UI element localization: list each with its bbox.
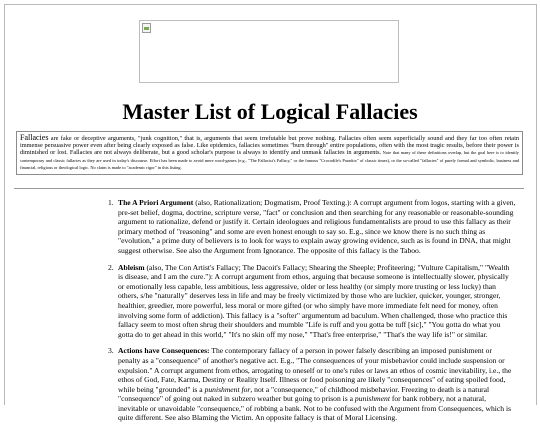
fallacy-name: Ableism <box>118 262 145 272</box>
fallacy-item-ableism <box>0 263 540 340</box>
page-title: Master List of Logical Fallacies <box>122 99 418 124</box>
intro-text: are fake or deceptive arguments, "junk cognition," that is, arguments that seem irrefutable but prove nothing. Fallacies often seem superficially sound and they far too often retain immense persuasive power even after being clearly exposed as false. Like epidemics, fallacies sometimes "burn through" entire populations, often with the most tragic results, before their power is diminished or lost. Fallacies are not always deliberate, but a good scholar's purpose is always to identify and unmask fallacies in arguments. <box>20 135 519 157</box>
fallacy-description: (also, Rationalization; Dogmatism, Proof Texting.): A corrupt argument from logos, starting with a given, pre-set belief, dogma, doctrine, scripture verse, "fact" or conclusion and then searching for any reasonable or reasonable-sounding argument to rationalize, defend or justify it. Certain ideologues and religious fundamentalists are proud to use this fallacy as their primary method of "reasoning" and some are even honest enough to say so. E.g., since we know there is no such thing as "evolution," a prime duty of believers is to look for ways to explain away growing evidence, such as is found in DNA, that might suggest otherwise. See also the Argument from Ignorance. The opposite of this fallacy is the Taboo. <box>118 198 516 255</box>
fallacy-emphasis: punishment <box>354 394 390 404</box>
fallacy-description: (also, The Con Artist's Fallacy; The Dacoit's Fallacy; Shearing the Sheeple; Profiteering; "Vulture Capitalism," "Wealth is disease, and I am the cure."): A corrupt argument from ethos, arguing that because someone is intellectually slower, physically or emotionally less capable, less ambitious, less aggressive, older or less healthy (or simply more trusting or less lucky) than others, s/he "naturally" deserves less in life and may be freely victimized by those who are luckier, quicker, younger, stronger, healthier, greedier, more powerful, less moral or more gifted (or who simply have more immediate felt need for money, often involving some form of addiction). This fallacy is a "softer" argumentum ad baculum. When challenged, those who practice this fallacy seem to most often shrug their shoulders and mumble "Life is ruff and you gotta be tuff [sic]," "You gotta do what you gotta do to get ahead in this world," "It's no skin off my nose," "That's free enterprise," "That's the way life is!" or similar. <box>118 262 510 339</box>
intro-lead-word: Fallacies <box>20 133 49 142</box>
fallacy-number: 1. <box>108 198 114 207</box>
fallacy-number: 2. <box>108 262 114 272</box>
fallacy-item-a-priori <box>0 198 540 256</box>
fallacy-description: The contemporary fallacy of a person in power falsely describing an imposed punishment or penalty as a "consequence" of another's negative act. E.g., "The consequences of your misbehavior could include suspension or expulsion." A corrupt argument from ethos, arrogating to oneself or to one's rules or laws an ethos of cosmic inevitability, i.e., the ethos of God, Fate, Karma, Destiny or Reality Itself. Illness or food poisoning are likely "consequences" of eating spoiled food, while being "grounded" is a <box>118 346 512 394</box>
fallacy-description: for bank robbery, not a natural, inevitable or unavoidable "consequence," of robbing a bank. Not to be confused with the Argument from Consequences, which is quite different. See also Blaming the Victim. An opposite fallacy is that of Moral Licensing. <box>118 394 512 423</box>
banner-image-placeholder <box>139 20 399 83</box>
horizontal-rule <box>14 188 524 189</box>
fallacy-name: The A Priori Argument <box>118 198 194 207</box>
broken-image-icon <box>142 23 151 33</box>
intro-box <box>16 131 523 175</box>
fallacy-item-actions-have-consequences <box>0 346 540 423</box>
intro-note: Note that many of these definitions overlap, but the goal here is to identify contemporary and classic fallacies as they are used in today's discourse. Effort has been made to avoid mere word-games (e.g., "The Fallacist's Fallacy," or the famous "Crocodile's Paradox" of classic times), or the so-called "fallacies" of purely formal and symbolic, business and financial, religious or theological logic. No claim is made to "academic rigor" in this listing. <box>20 150 519 170</box>
fallacy-list <box>0 198 540 430</box>
fallacy-description: , not a "consequence," of childhood misbehavior. Freezing to death is a natural "consequence" of going out naked in subzero weather but going to prison is a <box>118 384 490 404</box>
fallacy-number: 3. <box>108 346 114 356</box>
page-frame-top <box>4 4 537 5</box>
fallacy-name: Actions have Consequences: <box>118 346 210 356</box>
fallacy-emphasis: punishment for <box>204 384 251 394</box>
